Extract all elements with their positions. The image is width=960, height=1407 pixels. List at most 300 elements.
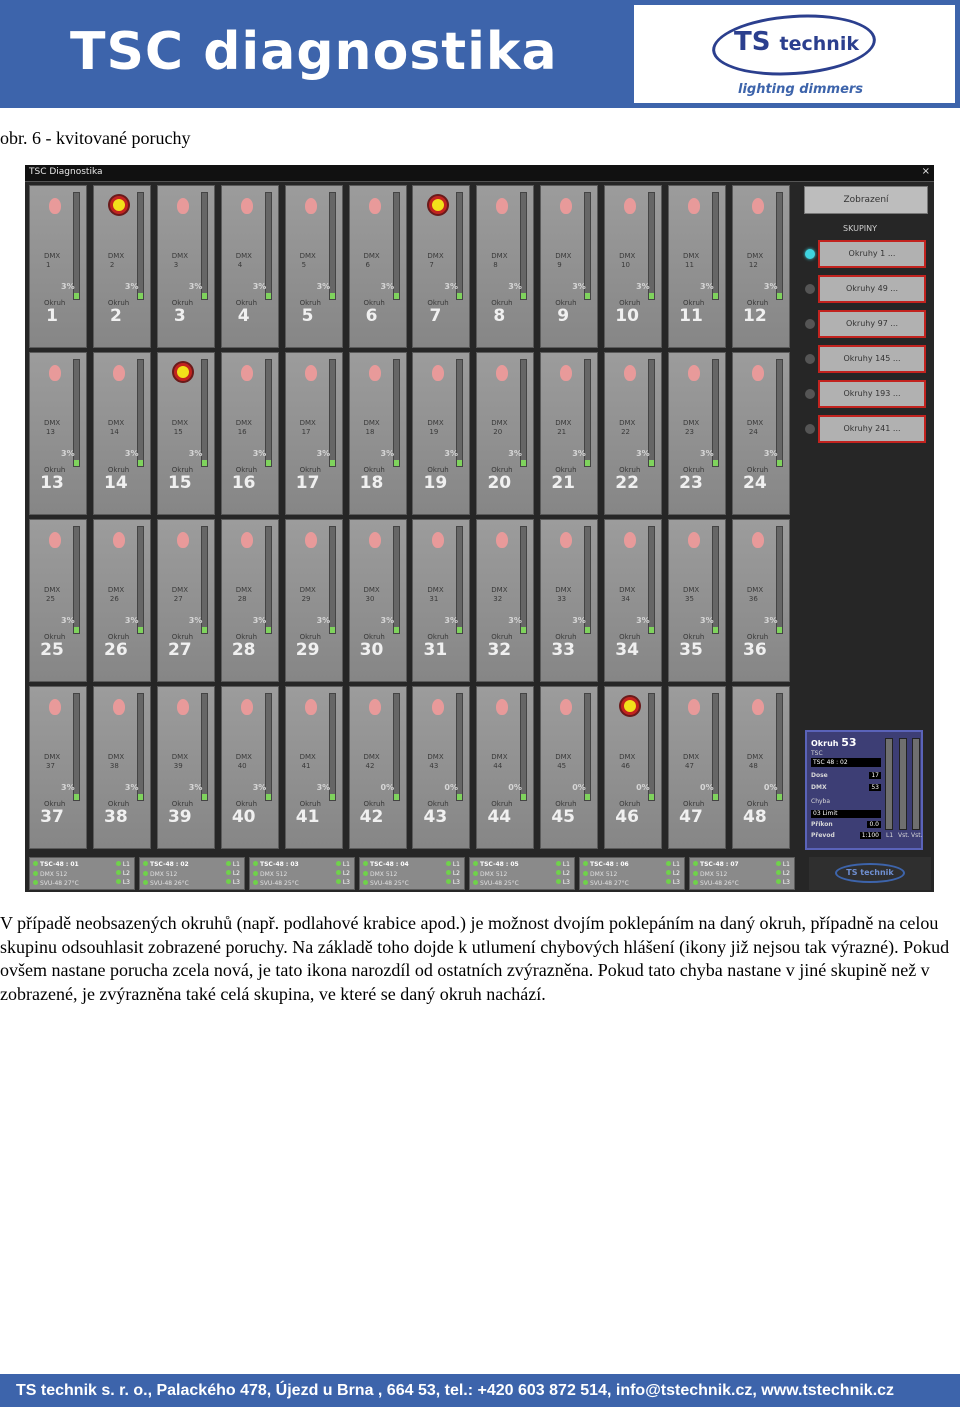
circuit-number: 19 — [423, 473, 448, 493]
circuit-number: 11 — [679, 306, 703, 326]
circuit-tile-6[interactable] — [349, 185, 407, 348]
level-percent: 3% — [572, 282, 586, 291]
circuit-tile-42[interactable] — [349, 686, 407, 849]
circuit-tile-45[interactable] — [540, 686, 598, 849]
dmx-value: 7 — [429, 261, 434, 269]
circuit-tile-44[interactable] — [476, 686, 534, 849]
dmx-value: 31 — [429, 595, 439, 603]
circuit-tile-27[interactable] — [157, 519, 215, 682]
module-line3: SVU-48 25°C — [363, 880, 409, 887]
fault-alert-icon — [177, 366, 189, 378]
level-percent: 0% — [572, 783, 586, 792]
level-percent: 3% — [636, 282, 650, 291]
level-percent: 0% — [763, 783, 778, 792]
okruh-label: Okruh — [427, 800, 449, 808]
info-tsc-label: TSC — [811, 750, 823, 757]
circuit-number: 44 — [487, 807, 512, 827]
dmx-value: 1 — [46, 261, 51, 269]
dmx-value: 23 — [685, 428, 694, 436]
module-line3: SVU-48 25°C — [473, 880, 519, 887]
level-percent: 3% — [316, 449, 331, 458]
level-percent: 0% — [444, 783, 458, 792]
fault-alert-icon — [624, 700, 636, 712]
level-percent: 3% — [188, 783, 203, 792]
level-bar-fill — [777, 460, 782, 466]
level-percent: 3% — [61, 282, 75, 291]
fault-icon — [688, 532, 700, 548]
dmx-label: DMX — [683, 252, 700, 260]
fault-icon — [177, 699, 189, 715]
okruh-label: Okruh — [555, 633, 577, 641]
phase-led-icon — [116, 861, 121, 866]
level-bar-fill — [74, 627, 79, 633]
fault-icon — [688, 198, 700, 214]
okruh-label: Okruh — [299, 633, 321, 641]
group-radio-2[interactable] — [805, 284, 815, 294]
circuit-number: 32 — [487, 640, 512, 660]
level-bar-fill — [394, 293, 399, 299]
circuit-tile-36[interactable] — [732, 519, 790, 682]
circuit-tile-38[interactable] — [93, 686, 151, 849]
level-bar-fill — [713, 293, 718, 299]
circuit-tile-16[interactable] — [221, 352, 279, 515]
fault-icon — [752, 198, 764, 214]
status-led-icon — [253, 861, 258, 866]
phase-led-icon — [556, 870, 561, 875]
dmx-label: DMX — [107, 753, 125, 761]
group-button-2[interactable]: Okruhy 49 ... — [818, 275, 926, 303]
fault-icon — [305, 198, 317, 214]
circuit-tile-18[interactable] — [349, 352, 407, 515]
dmx-value: 32 — [493, 595, 503, 603]
circuit-info-panel — [805, 730, 923, 850]
module-name: TSC-48 : 06 — [583, 861, 629, 868]
circuit-number: 48 — [743, 807, 767, 827]
level-percent: 3% — [252, 282, 267, 291]
module-status-1[interactable] — [29, 857, 135, 890]
level-bar-fill — [138, 627, 143, 633]
status-led-icon — [363, 880, 368, 885]
level-percent: 3% — [572, 616, 586, 625]
circuit-tile-43[interactable] — [412, 686, 470, 849]
okruh-label: Okruh — [746, 466, 769, 474]
dmx-value: 47 — [685, 762, 694, 770]
fault-icon — [49, 532, 61, 548]
fault-alert-icon — [113, 199, 125, 211]
phase-led-icon — [666, 870, 671, 875]
circuit-tile-10[interactable] — [604, 185, 662, 348]
okruh-label: Okruh — [235, 633, 258, 641]
fault-icon — [369, 532, 381, 548]
circuit-tile-22[interactable] — [604, 352, 662, 515]
circuit-tile-26[interactable] — [93, 519, 151, 682]
group-button-3[interactable]: Okruhy 97 ... — [818, 310, 926, 338]
dmx-value: 20 — [493, 428, 503, 436]
dmx-value: 41 — [301, 762, 311, 770]
circuit-tile-29[interactable] — [285, 519, 343, 682]
fault-icon — [432, 532, 444, 548]
circuit-tile-4[interactable] — [221, 185, 279, 348]
dmx-value: 13 — [46, 428, 55, 436]
group-radio-3[interactable] — [805, 319, 815, 329]
module-line3: SVU-48 27°C — [33, 880, 79, 887]
dmx-value: 45 — [557, 762, 567, 770]
module-name: TSC-48 : 07 — [693, 861, 739, 868]
circuit-number: 16 — [231, 473, 256, 493]
circuit-tile-14[interactable] — [93, 352, 151, 515]
dmx-value: 22 — [621, 428, 631, 436]
dmx-label: DMX — [427, 252, 444, 260]
group-button-6[interactable]: Okruhy 241 ... — [818, 415, 926, 443]
level-percent: 3% — [763, 449, 778, 458]
okruh-label: Okruh — [171, 800, 194, 808]
circuit-number: 23 — [679, 473, 703, 493]
fault-icon — [305, 532, 317, 548]
dmx-value: 16 — [237, 428, 247, 436]
level-bar-fill — [202, 460, 207, 466]
circuit-tile-5[interactable] — [285, 185, 343, 348]
dmx-label: DMX — [44, 753, 61, 761]
okruh-label: Okruh — [683, 633, 705, 641]
diagnostika-window — [25, 165, 934, 892]
fault-icon — [369, 198, 381, 214]
ts-technik-logo — [634, 5, 955, 103]
dmx-value: 18 — [365, 428, 375, 436]
dmx-label: DMX — [746, 252, 764, 260]
status-led-icon — [253, 871, 258, 876]
dmx-label: DMX — [619, 419, 636, 427]
circuit-number: 14 — [104, 473, 128, 493]
circuit-tile-47[interactable] — [668, 686, 726, 849]
module-line2: DMX 512 — [253, 871, 287, 878]
dmx-value: 43 — [429, 762, 439, 770]
okruh-label: Okruh — [619, 800, 641, 808]
info-bar-3 — [912, 738, 920, 830]
okruh-label: Okruh — [363, 466, 385, 474]
dmx-value: 39 — [173, 762, 183, 770]
page-title: TSC diagnostika — [70, 22, 558, 82]
fault-alert-icon — [432, 199, 444, 211]
circuit-number: 27 — [167, 640, 192, 660]
circuit-tile-23[interactable] — [668, 352, 726, 515]
dmx-label: DMX — [299, 252, 316, 260]
phase-led-icon — [446, 870, 451, 875]
circuit-number: 9 — [557, 306, 570, 326]
circuit-tile-7[interactable] — [412, 185, 470, 348]
dmx-label: DMX — [235, 419, 252, 427]
status-led-icon — [143, 880, 148, 885]
dmx-label: DMX — [363, 753, 380, 761]
circuit-tile-2[interactable] — [93, 185, 151, 348]
dmx-value: 21 — [557, 428, 567, 436]
figure-caption: obr. 6 - kvitované poruchy — [0, 128, 191, 148]
circuit-tile-20[interactable] — [476, 352, 534, 515]
okruh-label: Okruh — [555, 299, 577, 307]
circuit-tile-40[interactable] — [221, 686, 279, 849]
fault-icon — [369, 365, 381, 381]
phase-led-icon — [556, 861, 561, 866]
circuit-number: 17 — [295, 473, 320, 493]
level-bar-fill — [394, 627, 399, 633]
dmx-value: 14 — [109, 428, 119, 436]
circuit-number: 37 — [40, 807, 64, 827]
circuit-tile-25[interactable] — [29, 519, 87, 682]
status-led-icon — [143, 871, 148, 876]
circuit-number: 15 — [167, 473, 192, 493]
level-percent: 3% — [636, 449, 650, 458]
info-row-prikon: Příkon 0.0 — [811, 821, 879, 828]
level-bar-fill — [585, 293, 590, 299]
module-name: TSC-48 : 04 — [363, 861, 409, 868]
circuit-tile-3[interactable] — [157, 185, 215, 348]
circuit-number: 3 — [173, 306, 186, 326]
okruh-label: Okruh — [235, 299, 258, 307]
dmx-label: DMX — [171, 753, 189, 761]
circuit-number: 18 — [359, 473, 384, 493]
status-led-icon — [473, 861, 478, 866]
circuit-tile-39[interactable] — [157, 686, 215, 849]
dmx-label: DMX — [491, 419, 508, 427]
dmx-label: DMX — [555, 252, 572, 260]
phase-led-icon — [116, 870, 121, 875]
circuit-number: 46 — [615, 807, 639, 827]
module-status-2[interactable] — [139, 857, 245, 890]
dmx-label: DMX — [299, 586, 316, 594]
circuit-tile-28[interactable] — [221, 519, 279, 682]
status-led-icon — [583, 861, 588, 866]
info-bar-label-3: Vst. — [911, 832, 923, 839]
fault-icon — [688, 699, 700, 715]
level-percent: 3% — [444, 449, 458, 458]
dmx-label: DMX — [299, 419, 316, 427]
dmx-label: DMX — [746, 586, 764, 594]
okruh-label: Okruh — [746, 800, 769, 808]
dmx-value: 29 — [301, 595, 311, 603]
circuit-number: 26 — [104, 640, 128, 660]
circuit-tile-13[interactable] — [29, 352, 87, 515]
module-phases: L1 L2 L3 — [666, 860, 680, 887]
okruh-label: Okruh — [363, 299, 385, 307]
module-line2: DMX 512 — [363, 871, 397, 878]
logo-wordmark: TS technik — [734, 27, 859, 57]
dmx-label: DMX — [107, 252, 125, 260]
level-bar-fill — [457, 794, 462, 800]
group-radio-6[interactable] — [805, 424, 815, 434]
fault-icon — [241, 532, 253, 548]
okruh-label: Okruh — [683, 800, 705, 808]
dmx-label: DMX — [299, 753, 316, 761]
circuit-tile-8[interactable] — [476, 185, 534, 348]
circuit-tile-35[interactable] — [668, 519, 726, 682]
level-bar-fill — [138, 460, 143, 466]
dmx-value: 11 — [685, 261, 694, 269]
level-bar-fill — [266, 293, 271, 299]
status-led-icon — [33, 861, 38, 866]
okruh-label: Okruh — [44, 466, 66, 474]
fault-icon — [241, 198, 253, 214]
fault-icon — [241, 699, 253, 715]
level-bar-fill — [202, 293, 207, 299]
level-percent: 3% — [188, 449, 203, 458]
circuit-number: 24 — [743, 473, 767, 493]
body-paragraph: V případě neobsazených okruhů (např. podlahové krabice apod.) je možnost dvojím poklepáním na daný okruh, případně na celou skupinu odsouhlasit zobrazené poruchy. Na základě toho dojde k utlumení chybových hlášení (ikony již nejsou tak výrazné). Pokud ovšem nastane porucha zcela nová, je tato ikona narozdíl od ostatních zvýrazněna. Pokud tato chyba nastane v jiné skupině než v zobrazené, je zvýrazněna také celá skupina, ve které se daný okruh nachází. — [0, 913, 950, 1004]
level-percent: 3% — [763, 616, 778, 625]
status-led-icon — [363, 871, 368, 876]
status-led-icon — [143, 861, 148, 866]
level-bar-fill — [585, 794, 590, 800]
fault-icon — [49, 699, 61, 715]
dmx-label: DMX — [235, 586, 252, 594]
module-phases: L1 L2 L3 — [556, 860, 570, 887]
group-button-5[interactable]: Okruhy 193 ... — [818, 380, 926, 408]
circuit-tile-9[interactable] — [540, 185, 598, 348]
group-radio-1[interactable] — [805, 249, 815, 259]
fault-icon — [49, 365, 61, 381]
module-phases: L1 L2 L3 — [226, 860, 240, 887]
level-bar-fill — [649, 460, 654, 466]
circuit-number: 28 — [231, 640, 256, 660]
level-percent: 3% — [61, 616, 75, 625]
circuit-number: 25 — [40, 640, 64, 660]
okruh-label: Okruh — [555, 800, 577, 808]
okruh-label: Okruh — [619, 466, 641, 474]
circuit-tile-15[interactable] — [157, 352, 215, 515]
circuit-number: 33 — [551, 640, 576, 660]
circuit-tile-37[interactable] — [29, 686, 87, 849]
level-bar-fill — [649, 627, 654, 633]
close-icon[interactable]: × — [921, 166, 930, 177]
module-status-6[interactable] — [579, 857, 685, 890]
dmx-value: 46 — [621, 762, 631, 770]
circuit-number: 30 — [359, 640, 384, 660]
fault-icon — [496, 365, 508, 381]
circuit-number: 4 — [237, 306, 250, 326]
level-percent: 0% — [636, 783, 650, 792]
dmx-label: DMX — [44, 252, 61, 260]
dmx-label: DMX — [555, 419, 572, 427]
circuit-number: 10 — [615, 306, 639, 326]
dmx-label: DMX — [555, 586, 572, 594]
fault-icon — [113, 699, 125, 715]
circuit-number: 40 — [231, 807, 256, 827]
level-percent: 3% — [380, 616, 395, 625]
okruh-label: Okruh — [171, 299, 194, 307]
group-radio-5[interactable] — [805, 389, 815, 399]
circuit-number: 31 — [423, 640, 448, 660]
group-button-1[interactable]: Okruhy 1 ... — [818, 240, 926, 268]
mini-logo-text: TS technik — [835, 863, 905, 883]
level-bar-fill — [266, 794, 271, 800]
circuit-tile-17[interactable] — [285, 352, 343, 515]
circuit-tile-30[interactable] — [349, 519, 407, 682]
okruh-label: Okruh — [619, 633, 641, 641]
level-bar-fill — [202, 627, 207, 633]
level-bar-fill — [713, 794, 718, 800]
info-tsc-value: TSC 48 : 02 — [811, 758, 881, 767]
dmx-label: DMX — [491, 586, 508, 594]
circuit-tile-48[interactable] — [732, 686, 790, 849]
fault-icon — [688, 365, 700, 381]
phase-led-icon — [336, 870, 341, 875]
module-line3: SVU-48 27°C — [583, 880, 629, 887]
circuit-tile-11[interactable] — [668, 185, 726, 348]
okruh-label: Okruh — [746, 633, 769, 641]
module-status-5[interactable] — [469, 857, 575, 890]
logo-subtitle: lighting dimmers — [738, 82, 864, 97]
circuit-tile-32[interactable] — [476, 519, 534, 682]
module-line2: DMX 512 — [693, 871, 727, 878]
info-chyba-label: Chyba — [811, 798, 831, 805]
circuit-tile-34[interactable] — [604, 519, 662, 682]
status-led-icon — [693, 861, 698, 866]
info-row-prevod: Převod 1:100 — [811, 832, 879, 839]
okruh-label: Okruh — [683, 466, 705, 474]
level-bar-fill — [138, 794, 143, 800]
circuit-tile-33[interactable] — [540, 519, 598, 682]
level-percent: 3% — [444, 282, 458, 291]
dmx-label: DMX — [427, 586, 444, 594]
info-bar-1 — [885, 738, 893, 830]
okruh-label: Okruh — [299, 800, 321, 808]
level-percent: 3% — [124, 282, 139, 291]
fault-icon — [496, 532, 508, 548]
dmx-value: 30 — [365, 595, 375, 603]
circuit-tile-46[interactable] — [604, 686, 662, 849]
page-header — [0, 0, 960, 108]
level-bar-fill — [649, 293, 654, 299]
module-status-3[interactable] — [249, 857, 355, 890]
okruh-label: Okruh — [427, 466, 449, 474]
circuit-number: 34 — [615, 640, 639, 660]
window-title: TSC Diagnostika — [29, 167, 103, 177]
circuit-tile-19[interactable] — [412, 352, 470, 515]
circuit-number: 12 — [743, 306, 767, 326]
dmx-value: 24 — [748, 428, 758, 436]
circuit-tile-21[interactable] — [540, 352, 598, 515]
fault-icon — [177, 532, 189, 548]
show-button[interactable]: Zobrazení — [804, 186, 928, 214]
dmx-value: 17 — [301, 428, 311, 436]
info-row-dmx: DMX 53 — [811, 784, 879, 791]
circuit-tile-41[interactable] — [285, 686, 343, 849]
level-bar-fill — [74, 293, 79, 299]
level-bar-fill — [74, 794, 79, 800]
circuit-tile-24[interactable] — [732, 352, 790, 515]
dmx-label: DMX — [683, 419, 700, 427]
module-status-4[interactable] — [359, 857, 465, 890]
level-percent: 0% — [700, 783, 714, 792]
dmx-value: 3 — [173, 261, 179, 269]
phase-led-icon — [226, 879, 231, 884]
circuit-tile-12[interactable] — [732, 185, 790, 348]
level-percent: 3% — [444, 616, 458, 625]
level-bar-fill — [521, 460, 526, 466]
group-radio-4[interactable] — [805, 354, 815, 364]
level-bar-fill — [713, 460, 718, 466]
level-percent: 3% — [508, 616, 522, 625]
fault-icon — [560, 365, 572, 381]
module-status-7[interactable] — [689, 857, 795, 890]
group-button-4[interactable]: Okruhy 145 ... — [818, 345, 926, 373]
circuit-tile-31[interactable] — [412, 519, 470, 682]
circuit-number: 22 — [615, 473, 639, 493]
circuit-number: 36 — [743, 640, 767, 660]
circuit-number: 20 — [487, 473, 512, 493]
dmx-label: DMX — [427, 753, 444, 761]
footer-text: TS technik s. r. o., Palackého 478, Újezd u Brna , 664 53, tel.: +420 603 872 514, info@tstechnik.cz, www.tstechnik.cz — [16, 1382, 895, 1399]
circuit-tile-1[interactable] — [29, 185, 87, 348]
okruh-label: Okruh — [107, 299, 130, 307]
